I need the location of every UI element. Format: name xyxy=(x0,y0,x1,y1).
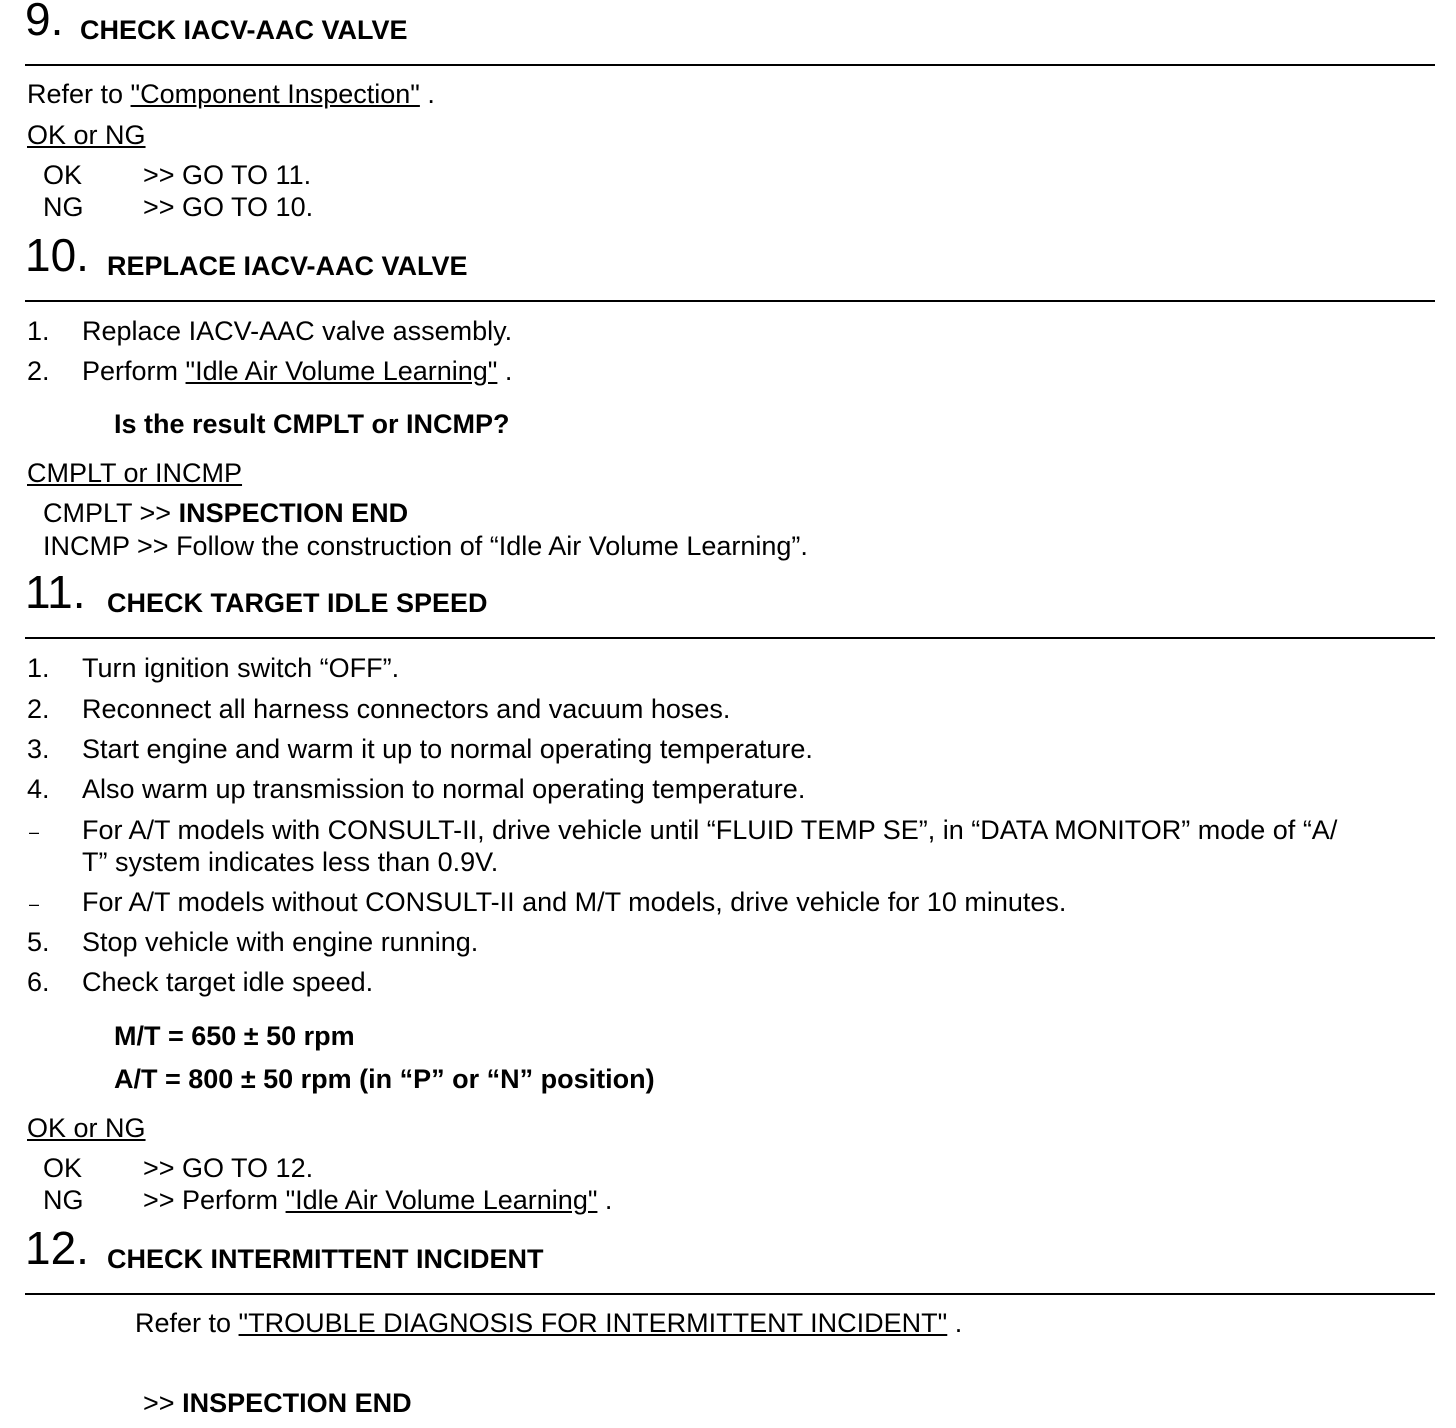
section-11-title: CHECK TARGET IDLE SPEED xyxy=(107,588,488,618)
section-11-step-text-cont: T” system indicates less than 0.9V. xyxy=(82,847,499,877)
refer-end: . xyxy=(419,79,435,109)
section-9-okng-header: OK or NG xyxy=(27,120,146,150)
section-11-step-marker: 1. xyxy=(27,653,50,683)
section-11-step-text: For A/T models with CONSULT-II, drive vehicle until “FLUID TEMP SE”, in “DATA MONITOR” mode of “A/ xyxy=(82,815,1338,845)
section-11-step-marker: 2. xyxy=(27,694,50,724)
section-10-number: 10. xyxy=(25,229,89,281)
section-11-step-marker: 3. xyxy=(27,734,50,764)
incmp-label: INCMP xyxy=(43,531,130,561)
trouble-diagnosis-link[interactable]: "TROUBLE DIAGNOSIS FOR INTERMITTENT INCIDENT" xyxy=(238,1308,948,1338)
section-11-ok-action: >> GO TO 12. xyxy=(143,1153,314,1183)
refer-text: Refer to xyxy=(27,79,131,109)
section-11-ok-label: OK xyxy=(43,1153,83,1183)
refer-text: Refer to xyxy=(135,1308,239,1338)
section-11-ng-action xyxy=(143,1184,612,1216)
section-12-refer xyxy=(135,1307,962,1339)
section-10-step-text xyxy=(82,355,512,387)
section-9-title: CHECK IACV-AAC VALVE xyxy=(80,15,408,45)
section-9-ng-action: >> GO TO 10. xyxy=(143,192,314,222)
section-10-question: Is the result CMPLT or INCMP? xyxy=(114,409,510,439)
incmp-action: >> Follow the construction of “Idle Air Volume Learning”. xyxy=(137,531,808,561)
section-10-header xyxy=(25,229,1435,302)
cmplt-label: CMPLT xyxy=(43,498,133,528)
inspection-end: INSPECTION END xyxy=(182,1388,412,1418)
idle-air-volume-learning-link[interactable]: "Idle Air Volume Learning" xyxy=(185,356,498,386)
section-10-result-header: CMPLT or INCMP xyxy=(27,458,243,488)
idle-air-volume-learning-link[interactable]: "Idle Air Volume Learning" xyxy=(285,1185,598,1215)
section-11-sub-marker: – xyxy=(29,894,40,914)
section-11-step-text: Also warm up transmission to normal operating temperature. xyxy=(82,774,806,804)
ng-action-prefix: >> Perform xyxy=(143,1185,286,1215)
section-11-step-text: Stop vehicle with engine running. xyxy=(82,927,479,957)
section-12-end-row xyxy=(143,1387,412,1419)
section-12-title: CHECK INTERMITTENT INCIDENT xyxy=(107,1244,544,1274)
section-11-step-text: Turn ignition switch “OFF”. xyxy=(82,653,400,683)
component-inspection-link[interactable]: "Component Inspection" xyxy=(130,79,420,109)
section-11-step-text: Check target idle speed. xyxy=(82,967,374,997)
section-11-ng-label: NG xyxy=(43,1185,84,1215)
section-9-refer xyxy=(27,78,435,110)
section-10-step-marker: 1. xyxy=(27,316,50,346)
section-10-step-text: Replace IACV-AAC valve assembly. xyxy=(82,316,513,346)
section-10-incmp-row xyxy=(43,530,808,562)
section-10-cmplt-row xyxy=(43,497,408,529)
section-9-ok-action: >> GO TO 11. xyxy=(143,160,312,190)
section-9-number: 9. xyxy=(25,0,64,45)
section-11-step-marker: 5. xyxy=(27,927,50,957)
section-9-ng-label: NG xyxy=(43,192,84,222)
section-11-number: 11. xyxy=(25,566,86,618)
section-10-step-marker: 2. xyxy=(27,356,50,386)
end-arrow: >> xyxy=(143,1388,175,1418)
section-11-header xyxy=(25,566,1435,639)
section-11-okng-header: OK or NG xyxy=(27,1113,146,1143)
section-11-step-text: For A/T models without CONSULT-II and M/T models, drive vehicle for 10 minutes. xyxy=(82,887,1067,917)
section-11-step-marker: 6. xyxy=(27,967,50,997)
section-11-step-text: Start engine and warm it up to normal operating temperature. xyxy=(82,734,813,764)
section-9-ok-label: OK xyxy=(43,160,83,190)
cmplt-action: INSPECTION END xyxy=(178,498,409,528)
spec-at: A/T = 800 ± 50 rpm (in “P” or “N” position) xyxy=(114,1064,655,1094)
section-12-number: 12. xyxy=(25,1222,89,1274)
step-text-prefix: Perform xyxy=(82,356,186,386)
section-12-header xyxy=(25,1222,1435,1295)
section-11-sub-marker: – xyxy=(29,822,40,842)
section-11-step-text: Reconnect all harness connectors and vacuum hoses. xyxy=(82,694,731,724)
refer-end: . xyxy=(947,1308,963,1338)
section-9-header xyxy=(25,0,1435,66)
ng-action-end: . xyxy=(597,1185,613,1215)
section-11-step-marker: 4. xyxy=(27,774,50,804)
spec-mt: M/T = 650 ± 50 rpm xyxy=(114,1021,355,1051)
cmplt-arrow: >> xyxy=(139,498,172,528)
step-text-end: . xyxy=(497,356,513,386)
section-10-title: REPLACE IACV-AAC VALVE xyxy=(107,251,468,281)
